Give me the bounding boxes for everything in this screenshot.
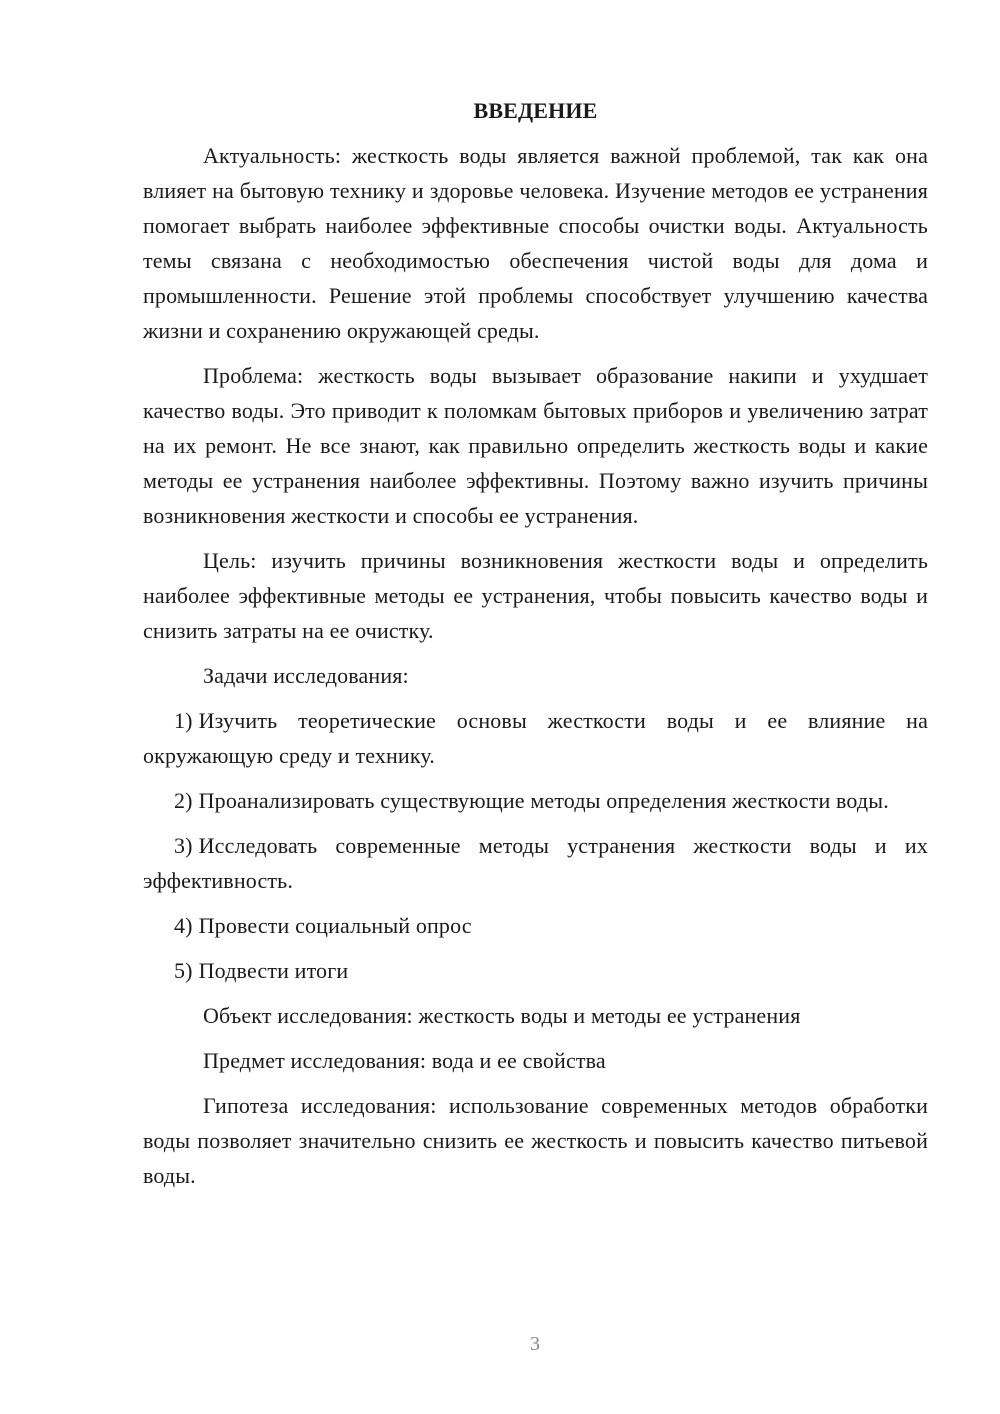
tasks-title: Задачи исследования:	[203, 663, 409, 688]
object-line: Объект исследования: жесткость воды и методы ее устранения	[203, 1003, 801, 1028]
hypothesis-paragraph: Гипотеза исследования: использование современных методов обработки воды позволяет значительно снизить ее жесткость и повысить качество питьевой воды.	[143, 1093, 928, 1188]
problem-paragraph: Проблема: жесткость воды вызывает образование накипи и ухудшает качество воды. Это приводит к поломкам бытовых приборов и увеличению затрат на их ремонт. Не все знают, как правильно определить жесткость воды и какие методы ее устранения наиболее эффективны. Поэтому важно изучить причины возникновения жесткости и способы ее устранения.	[143, 363, 928, 528]
task-item-2	[143, 783, 928, 818]
task-number: 3)	[174, 833, 193, 858]
task-number: 2)	[174, 788, 193, 813]
text-body	[143, 93, 928, 1203]
goal-paragraph: Цель: изучить причины возникновения жесткости воды и определить наиболее эффективные методы ее устранения, чтобы повысить качество воды и снизить затраты на ее очистку.	[143, 548, 928, 643]
page-number: 3	[530, 1333, 540, 1355]
task-text: Проанализировать существующие методы определения жесткости воды.	[198, 788, 889, 813]
task-number: 1)	[174, 708, 193, 733]
task-text: Подвести итоги	[198, 958, 349, 983]
task-text: Провести социальный опрос	[198, 913, 472, 938]
task-item-1	[143, 703, 928, 773]
task-text: Изучить теоретические основы жесткости воды и ее влияние на окружающую среду и технику.	[143, 708, 928, 768]
task-number: 4)	[174, 913, 193, 938]
relevance-paragraph: Актуальность: жесткость воды является важной проблемой, так как она влияет на бытовую технику и здоровье человека. Изучение методов ее устранения помогает выбрать наиболее эффективные способы очистки воды. Актуальность темы связана с необходимостью обеспечения чистой воды для дома и промышленности. Решение этой проблемы способствует улучшению качества жизни и сохранению окружающей среды.	[143, 143, 928, 343]
subject-line: Предмет исследования: вода и ее свойства	[203, 1048, 606, 1073]
task-item-3	[143, 828, 928, 898]
task-text: Исследовать современные методы устранения жесткости воды и их эффективность.	[143, 833, 928, 893]
page-title: ВВЕДЕНИЕ	[473, 98, 598, 123]
task-item-4	[143, 908, 928, 943]
task-item-5	[143, 953, 928, 988]
task-number: 5)	[174, 958, 193, 983]
